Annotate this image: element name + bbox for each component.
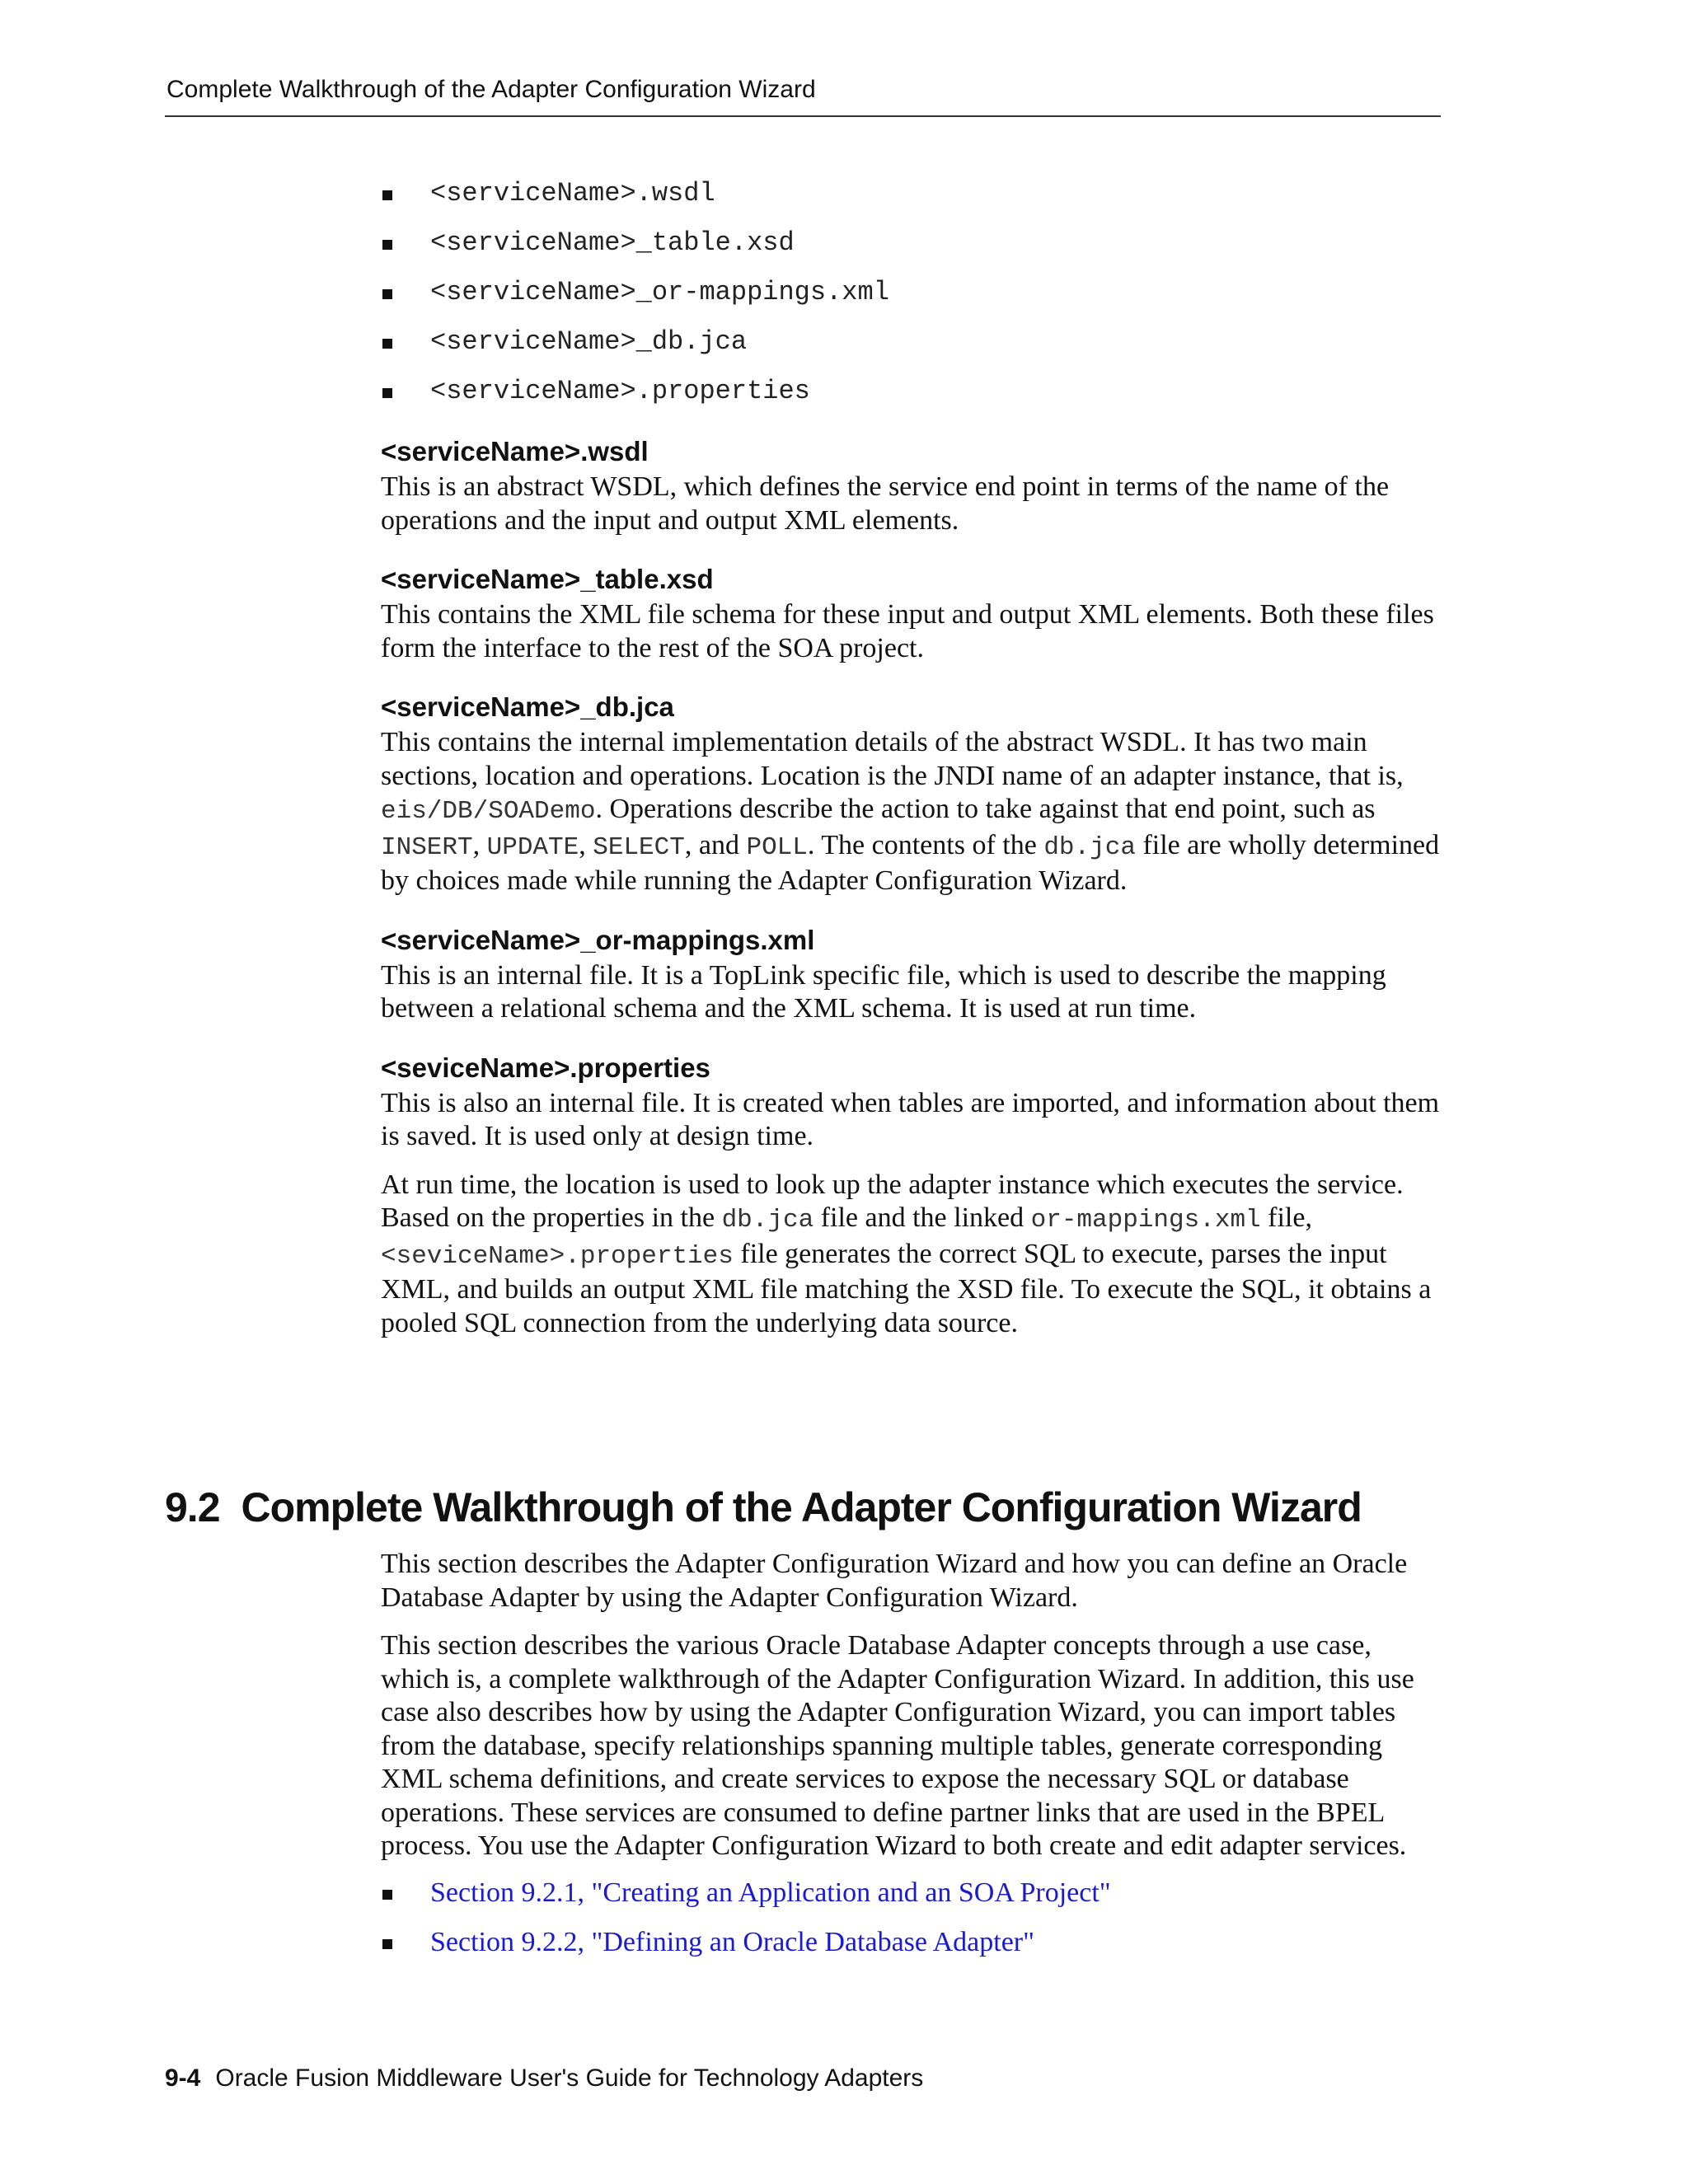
bullet-icon — [382, 1890, 392, 1900]
code-term: or-mappings.xml — [1030, 1206, 1261, 1235]
table-xsd-heading: <serviceName>_table.xsd — [381, 564, 714, 594]
runtime-paragraph: At run time, the location is used to look up the adapter instance which executes the service. Based on the properties in the db.jca file and the linked or-mappings.xml file, <seviceName>.properties file generates the correct SQL to execute, parses the input XML, and builds an output XML file matching the XSD file. To execute the SQL, it obtains a pooled SQL connection from the underlying data source. — [381, 1169, 1432, 1338]
page-footer — [165, 2064, 923, 2093]
book-title: Oracle Fusion Middleware User's Guide for Technology Adapters — [215, 2064, 924, 2092]
file-name: <serviceName>.properties — [430, 376, 810, 406]
file-list — [381, 169, 1444, 416]
page-number: 9-4 — [165, 2064, 201, 2092]
link-section-9-2-2[interactable]: Section 9.2.2, "Defining an Oracle Database Adapter" — [430, 1926, 1035, 1957]
list-item — [381, 367, 1444, 416]
link-section-9-2-1[interactable]: Section 9.2.1, "Creating an Application and an SOA Project" — [430, 1877, 1111, 1908]
or-mappings-description: This is an internal file. It is a TopLink specific file, which is used to describe the mapping between a relational schema and the XML schema. It is used at run time. — [381, 959, 1386, 1024]
section-detail: This section describes the various Oracle Database Adapter concepts through a use case, which is, a complete walkthrough of the Adapter Configuration Wizard. In addition, this use case also describes how by using the Adapter Configuration Wizard, you can import tables from the database, specify relationships spanning multiple tables, generate corresponding XML schema definitions, and create services to expose the necessary SQL or database operations. These services are consumed to define partner links that are used in the BPEL process. You use the Adapter Configuration Wizard to both create and edit adapter services. — [381, 1630, 1414, 1861]
code-term: eis/DB/SOADemo — [381, 797, 596, 826]
section-body — [381, 1548, 1444, 1967]
code-term: SELECT — [593, 832, 685, 862]
list-item — [381, 317, 1444, 367]
properties-description: This is also an internal file. It is created when tables are imported, and information about them is saved. It is used only at design time. — [381, 1087, 1440, 1151]
section-title: Complete Walkthrough of the Adapter Configuration Wizard — [241, 1484, 1362, 1530]
code-term: POLL — [746, 832, 808, 862]
content-column — [381, 169, 1444, 1340]
list-item — [381, 218, 1444, 268]
running-header: Complete Walkthrough of the Adapter Configuration Wizard — [166, 76, 816, 103]
list-item — [381, 169, 1444, 218]
bullet-icon — [382, 1939, 392, 1949]
header-rule — [165, 115, 1441, 117]
file-name: <serviceName>_or-mappings.xml — [430, 277, 889, 307]
section-intro: This section describes the Adapter Configuration Wizard and how you can define an Oracle Database Adapter by using the Adapter Configuration Wizard. — [381, 1549, 1408, 1613]
code-term: db.jca — [721, 1206, 814, 1235]
code-term: INSERT — [381, 832, 473, 862]
section-links — [381, 1868, 1444, 1967]
bullet-icon — [382, 240, 392, 250]
file-name: <serviceName>_db.jca — [430, 326, 748, 357]
bullet-icon — [382, 289, 392, 299]
wsdl-description: This is an abstract WSDL, which defines the service end point in terms of the name of the operations and the input and output XML elements. — [381, 471, 1390, 536]
table-xsd-description: This contains the XML file schema for these input and output XML elements. Both these files form the interface to the rest of the SOA project. — [381, 599, 1434, 663]
file-name: <serviceName>_table.xsd — [430, 227, 795, 258]
file-name: <serviceName>.wsdl — [430, 178, 715, 209]
bullet-icon — [382, 388, 392, 398]
list-item — [381, 268, 1444, 317]
code-term: <seviceName>.properties — [381, 1241, 734, 1271]
list-item — [381, 1918, 1444, 1967]
section-number: 9.2 — [165, 1484, 220, 1530]
properties-heading: <seviceName>.properties — [381, 1052, 710, 1083]
bullet-icon — [382, 339, 392, 349]
section-heading — [165, 1483, 1362, 1531]
db-jca-heading: <serviceName>_db.jca — [381, 691, 674, 722]
wsdl-heading: <serviceName>.wsdl — [381, 436, 649, 466]
or-mappings-heading: <serviceName>_or-mappings.xml — [381, 924, 815, 955]
code-term: UPDATE — [486, 832, 579, 862]
bullet-icon — [382, 190, 392, 200]
code-term: db.jca — [1043, 832, 1136, 862]
db-jca-description: This contains the internal implementation details of the abstract WSDL. It has two main sections, location and operations. Location is the JNDI name of an adapter instance, that is, eis/DB/SOADemo. Operations describe the action to take against that end point, such as INSERT, UPDATE, SELECT, and POLL. The contents of the db.jca file are wholly determined by choices made while running the Adapter Configuration Wizard. — [381, 727, 1440, 896]
list-item — [381, 1868, 1444, 1918]
